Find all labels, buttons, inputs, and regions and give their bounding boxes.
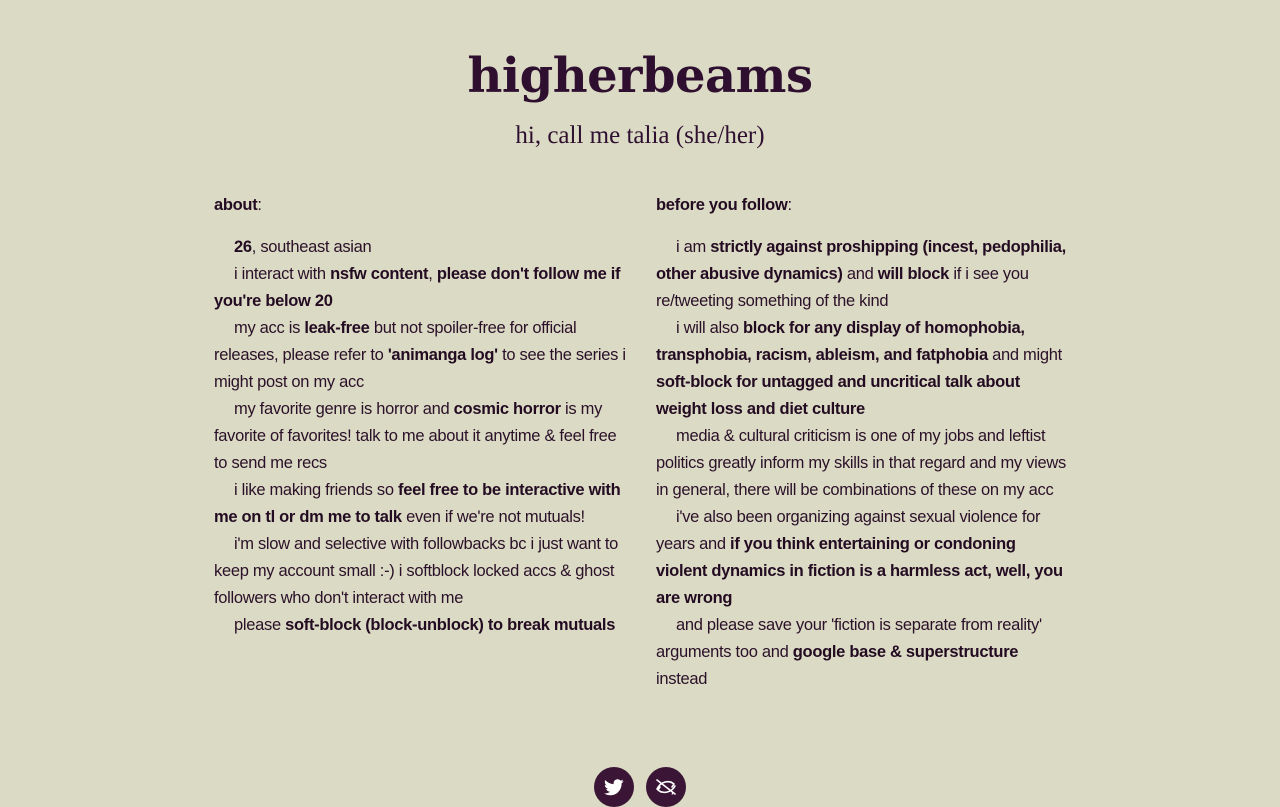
about-paragraph (214, 261, 626, 315)
about-heading (214, 190, 626, 220)
about-heading-colon: : (257, 196, 262, 214)
page-title: higherbeams (467, 48, 813, 104)
emphasis-text: leak-free (304, 319, 370, 337)
profile-header (0, 0, 1280, 152)
about-paragraph (214, 234, 626, 261)
body-text: my favorite genre is horror and (234, 400, 454, 418)
body-text: i've also been organizing against sexual violence for years and (656, 508, 1041, 553)
body-text: i interact with (234, 265, 331, 283)
body-text: and might (987, 346, 1062, 364)
about-heading-label: about (214, 196, 258, 214)
page-subtitle: hi, call me talia (she/her) (515, 122, 765, 149)
body-text: instead (656, 670, 708, 688)
body-text: i like making friends so (234, 481, 398, 499)
body-text: please (234, 616, 286, 634)
emphasis-text: soft-block for untagged and uncritical talk about weight loss and diet culture (656, 373, 1020, 418)
about-paragraph (214, 477, 626, 531)
body-text: i'm slow and selective with followbacks bc i just want to keep my account small :-) i softblock locked accs & ghost followers who don't interact with me (214, 535, 619, 607)
before-you-follow-paragraph (656, 423, 1070, 504)
before-you-follow-section (656, 190, 1070, 693)
before-you-follow-heading-colon: : (787, 196, 792, 214)
other-social-link[interactable] (646, 767, 686, 807)
emphasis-text: feel free to be interactive with me on tl or dm me to talk (214, 481, 621, 526)
body-text: and please save your 'fiction is separate from reality' arguments too and (656, 616, 1042, 661)
before-you-follow-heading-label: before you follow (656, 196, 788, 214)
emphasis-text: if you think entertaining or condoning violent dynamics in fiction is a harmless act, well, you are wrong (656, 535, 1063, 607)
before-you-follow-paragraph (656, 612, 1070, 693)
twitter-bird-icon (604, 779, 624, 796)
body-text: , southeast asian (251, 238, 372, 256)
about-paragraph (214, 315, 626, 396)
about-paragraph (214, 531, 626, 612)
body-text: my acc is (234, 319, 305, 337)
before-you-follow-heading (656, 190, 1070, 220)
body-text: even if we're not mutuals! (401, 508, 585, 526)
about-paragraphs (214, 234, 626, 639)
body-text: and (842, 265, 878, 283)
emphasis-text: google base & superstructure (792, 643, 1019, 661)
body-text: i am (676, 238, 711, 256)
body-text: if i see you re/tweeting something of the kind (656, 265, 1029, 310)
no-retweet-icon (654, 777, 678, 797)
emphasis-text: cosmic horror (453, 400, 561, 418)
emphasis-text: 26 (234, 238, 252, 256)
before-you-follow-paragraphs (656, 234, 1070, 693)
body-text: but not spoiler-free for official releases, please refer to (214, 319, 577, 364)
about-section (214, 190, 626, 693)
body-text: media & cultural criticism is one of my jobs and leftist politics greatly inform my skills in that regard and my views in general, there will be combinations of these on my acc (656, 427, 1066, 499)
about-paragraph (214, 396, 626, 477)
body-text: to see the series i might post on my acc (214, 346, 626, 391)
emphasis-text: soft-block (block-unblock) to break mutuals (285, 616, 616, 634)
before-you-follow-paragraph (656, 504, 1070, 612)
emphasis-text: strictly against proshipping (incest, pedophilia, other abusive dynamics) (656, 238, 1066, 283)
before-you-follow-paragraph (656, 315, 1070, 423)
before-you-follow-paragraph (656, 234, 1070, 315)
body-text: is my favorite of favorites! talk to me about it anytime & feel free to send me recs (214, 400, 617, 472)
twitter-link[interactable] (594, 767, 634, 807)
emphasis-text: block for any display of homophobia, transphobia, racism, ableism, and fatphobia (656, 319, 1025, 364)
emphasis-text: will block (877, 265, 950, 283)
body-text: i will also (676, 319, 744, 337)
content-columns (214, 190, 1070, 693)
emphasis-text: please don't follow me if you're below 20 (214, 265, 621, 310)
social-links (594, 767, 686, 807)
about-paragraph (214, 612, 626, 639)
emphasis-text: 'animanga log' (387, 346, 498, 364)
body-text: , (428, 265, 437, 283)
emphasis-text: nsfw content (330, 265, 429, 283)
